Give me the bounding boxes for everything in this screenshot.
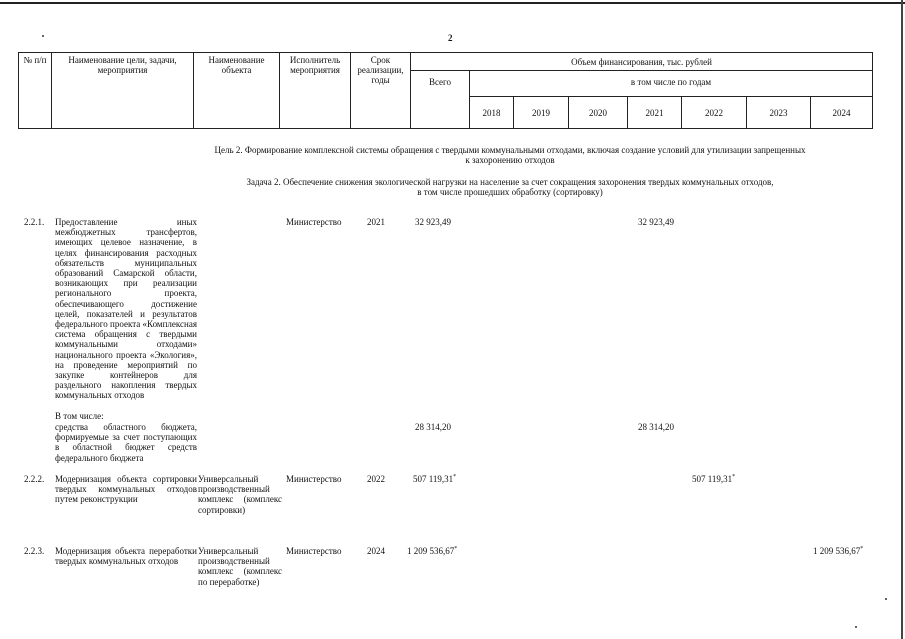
footnote-mark: * bbox=[454, 546, 458, 552]
row-description: Модернизация объекта сортировки твердых коммунальных отходов путем реконструкции bbox=[55, 474, 197, 505]
row-num: 2.2.2. bbox=[24, 474, 45, 484]
row-object: Универсальный производственный комплекс (комплекс по переработке) bbox=[198, 546, 282, 587]
row-description: Модернизация объекта переработки твердых коммунальных отходов bbox=[55, 546, 197, 567]
header-executor: Исполнитель мероприятия bbox=[280, 53, 351, 129]
row-executor: Министерство bbox=[286, 474, 342, 484]
row-value-2022-text: 507 119,31 bbox=[692, 474, 733, 484]
header-funding: Объем финансирования, тыс. рублей bbox=[411, 53, 873, 71]
header-year-2019: 2019 bbox=[514, 97, 569, 129]
row-value-2024 bbox=[813, 546, 863, 556]
task-line-1: Задача 2. Обеспечение снижения экологической нагрузки на население за счет сокращения захоронения твердых коммунальных отходов, bbox=[246, 177, 774, 187]
top-border-line bbox=[0, 2, 905, 4]
header-by-years: в том числе по годам bbox=[470, 71, 873, 97]
header-year-2018: 2018 bbox=[470, 97, 514, 129]
header-total: Всего bbox=[411, 71, 470, 129]
header-year-2024: 2024 bbox=[811, 97, 873, 129]
task-line-2: в том числе прошедших обработку (сортировку) bbox=[417, 187, 603, 197]
header-year-2021: 2021 bbox=[628, 97, 682, 129]
row-total bbox=[407, 546, 457, 556]
row-executor: Министерство bbox=[286, 546, 342, 556]
row-num: 2.2.1. bbox=[24, 217, 45, 227]
row-total: 32 923,49 bbox=[415, 217, 451, 227]
row-description: Предоставление иных межбюджетных трансфертов, имеющих целевое назначение, в целях финансирования расходных обязательств муниципальных образований Самарской области, возникающих при реализации регионального проекта, обеспечивающего достижение целей, показателей и результатов федерального проекта «Комплексная система обращения с твердыми коммунальными отходами» национального проекта «Экология», на проведение мероприятий по закупке контейнеров для раздельного накопления твердых коммунальных отходов bbox=[55, 217, 197, 401]
row-total-value: 1 209 536,67 bbox=[407, 546, 455, 556]
header-year-2022: 2022 bbox=[682, 97, 747, 129]
row-object: Универсальный производственный комплекс (комплекс сортировки) bbox=[198, 474, 282, 515]
footnote-mark: * bbox=[860, 546, 864, 552]
scan-speck bbox=[42, 35, 44, 37]
header-term: Срок реализации, годы bbox=[351, 53, 411, 129]
header-year-2020: 2020 bbox=[569, 97, 628, 129]
row-value-2024-text: 1 209 536,67 bbox=[813, 546, 861, 556]
right-border-line bbox=[901, 0, 903, 639]
row-year: 2021 bbox=[367, 217, 385, 227]
row-sub-description: средства областного бюджета, формируемые за счет поступающих в областной бюджет средств федерального бюджета bbox=[55, 422, 197, 463]
row-year: 2024 bbox=[367, 546, 385, 556]
header-num: № п/п bbox=[19, 53, 52, 129]
row-total bbox=[413, 474, 456, 484]
row-including-label: В том числе: bbox=[55, 411, 104, 421]
row-value-2022 bbox=[692, 474, 735, 484]
header-goal-task: Наименование цели, задачи, мероприятия bbox=[52, 53, 194, 129]
row-sub-value-2021: 28 314,20 bbox=[638, 422, 674, 432]
scan-speck bbox=[885, 598, 887, 600]
goal-line-2: к захоронению отходов bbox=[465, 155, 555, 165]
row-total-value: 507 119,31 bbox=[413, 474, 454, 484]
row-num: 2.2.3. bbox=[24, 546, 45, 556]
task-heading bbox=[160, 177, 860, 197]
row-sub-total: 28 314,20 bbox=[415, 422, 451, 432]
row-value-2021: 32 923,49 bbox=[638, 217, 674, 227]
goal-heading bbox=[160, 145, 860, 165]
footnote-mark: * bbox=[732, 474, 736, 480]
scan-speck bbox=[855, 626, 857, 628]
header-object: Наименование объекта bbox=[194, 53, 280, 129]
footnote-mark: * bbox=[453, 474, 457, 480]
page-number: 2 bbox=[448, 33, 453, 43]
header-year-2023: 2023 bbox=[747, 97, 811, 129]
header-table bbox=[18, 52, 873, 129]
row-year: 2022 bbox=[367, 474, 385, 484]
goal-line-1: Цель 2. Формирование комплексной системы обращения с твердыми коммунальными отходами, включая создание условий для утилизации запрещенных bbox=[214, 145, 806, 155]
row-executor: Министерство bbox=[286, 217, 342, 227]
